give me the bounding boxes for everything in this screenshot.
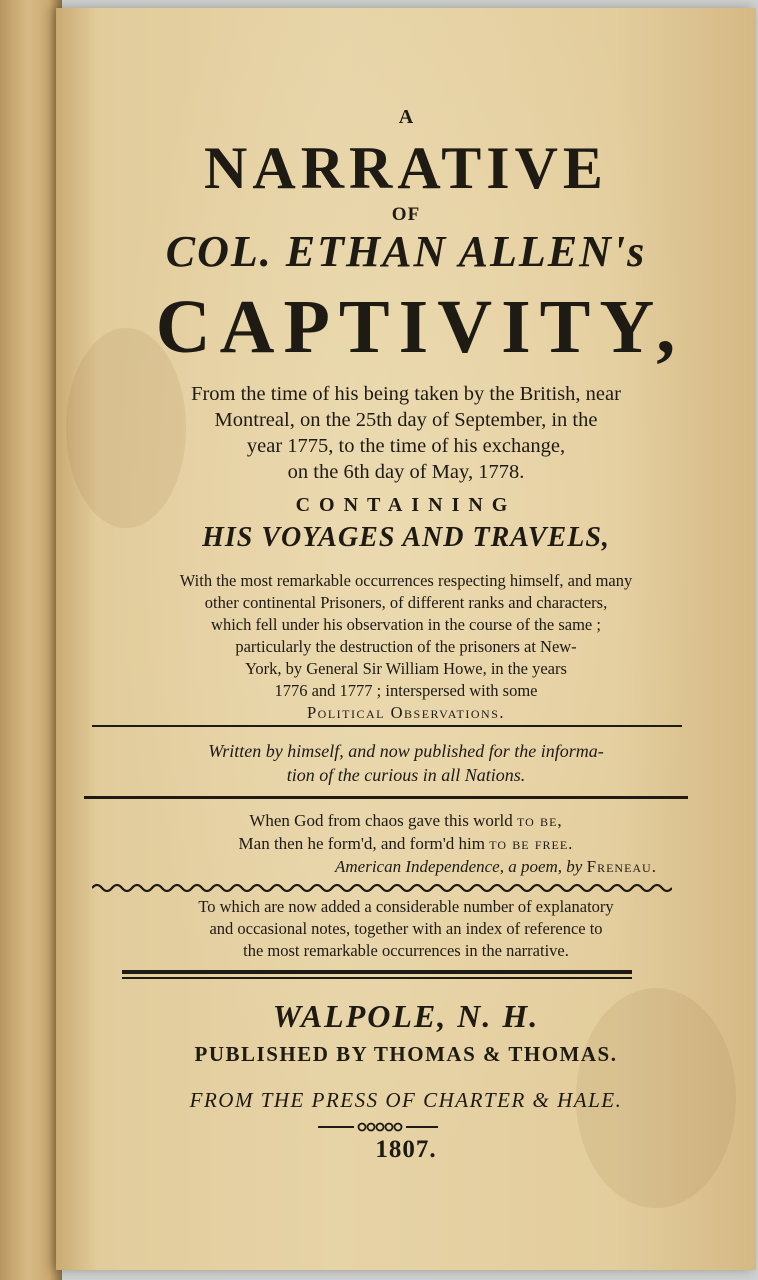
attribution-text: American Independence, a poem, by: [335, 857, 587, 876]
epigraph-line: [56, 810, 756, 832]
written-line: Written by himself, and now published for the informa-: [208, 741, 604, 761]
epigraph-caps: to be free.: [489, 834, 574, 853]
written-line: tion of the curious in all Nations.: [286, 765, 526, 785]
epigraph-text: Man then he form'd, and form'd him: [238, 834, 490, 853]
title-page: [56, 8, 756, 1270]
description-line: year 1775, to the time of his exchange,: [246, 435, 566, 457]
epigraph-caps: to be,: [517, 811, 563, 830]
epigraph-text: When God from chaos gave this world: [249, 811, 518, 830]
additions-line: the most remarkable occurrences in the narrative.: [243, 941, 569, 960]
divider-rule: [92, 725, 682, 727]
epigraph-attribution: [146, 856, 758, 878]
imprint-place: WALPOLE, N. H.: [272, 998, 540, 1034]
attribution-caps: Freneau.: [586, 857, 657, 876]
divider-rule: [84, 796, 688, 799]
additions-line: To which are now added a considerable number of explanatory: [198, 897, 614, 916]
article-a: A: [398, 106, 414, 128]
description-line: Montreal, on the 25th day of September, in the: [214, 409, 598, 431]
facing-page-edge: [0, 0, 62, 1280]
subject-name: COL. ETHAN ALLEN's: [165, 227, 647, 276]
title-of: OF: [391, 204, 421, 225]
double-rule-thin: [122, 977, 632, 979]
double-rule-thick: [122, 970, 632, 974]
additions-line: and occasional notes, together with an index of reference to: [209, 919, 603, 938]
contents-line: Political Observations.: [307, 703, 505, 722]
epigraph-line: [56, 833, 756, 855]
wavy-ornament-rule: [92, 882, 672, 894]
printer-line: FROM THE PRESS OF CHARTER & HALE.: [189, 1088, 623, 1112]
contents-line: other continental Prisoners, of different ranks and characters,: [204, 593, 608, 612]
contents-line: With the most remarkable occurrences respecting himself, and many: [179, 571, 633, 590]
description-line: From the time of his being taken by the British, near: [191, 383, 621, 405]
printer-ornament-icon: [318, 1120, 438, 1134]
title-narrative: NARRATIVE: [204, 135, 608, 201]
publisher-line: PUBLISHED BY THOMAS & THOMAS.: [194, 1042, 618, 1066]
contents-line: York, by General Sir William Howe, in the years: [245, 659, 567, 678]
voyages-heading: HIS VOYAGES AND TRAVELS,: [202, 522, 610, 553]
description-line: on the 6th day of May, 1778.: [287, 461, 525, 483]
contents-line: 1776 and 1777 ; interspersed with some: [274, 681, 538, 700]
title-captivity: CAPTIVITY,: [155, 285, 685, 369]
containing-heading: CONTAINING: [295, 494, 517, 516]
publication-year: 1807.: [375, 1136, 437, 1163]
contents-line: which fell under his observation in the course of the same ;: [211, 615, 601, 634]
contents-line: particularly the destruction of the prisoners at New-: [235, 637, 577, 656]
